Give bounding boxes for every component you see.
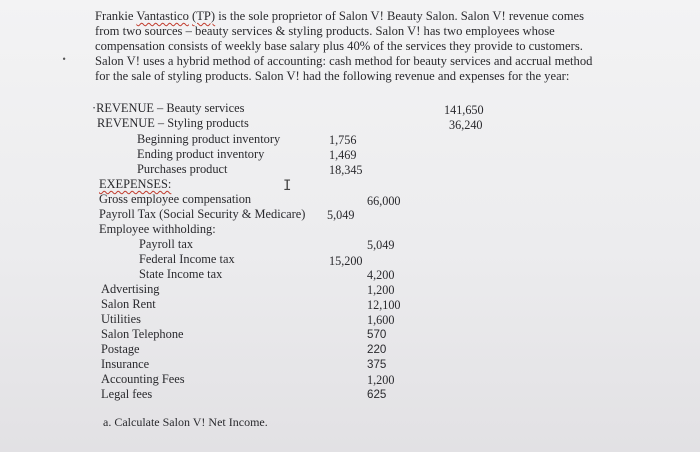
pen-mark-icon: •	[59, 53, 68, 66]
withholding-federal-value: 15,200	[329, 254, 363, 268]
legal-fees-value: 625	[367, 388, 387, 401]
withholding-state-label: State Income tax	[139, 267, 223, 281]
beginning-inventory-value: 1,756	[329, 133, 357, 147]
payroll-tax-value: 5,049	[327, 208, 355, 222]
accounting-fees-label: Accounting Fees	[101, 372, 185, 386]
salon-rent-label: Salon Rent	[101, 297, 156, 311]
telephone-value: 570	[367, 328, 387, 341]
withholding-payroll-label: Payroll tax	[139, 237, 194, 251]
advertising-label: Advertising	[101, 282, 160, 296]
text-cursor-icon: I	[283, 178, 292, 194]
payroll-tax-label: Payroll Tax (Social Security & Medicare)	[99, 207, 306, 221]
proprietor-name: Vantastico	[136, 9, 189, 23]
gross-compensation-value: 66,000	[367, 194, 401, 208]
expenses-heading: EXEPENSES:	[99, 177, 172, 191]
insurance-label: Insurance	[101, 357, 150, 371]
intro-line-3: compensation consists of weekly base salary plus 40% of the services they provide to customers.	[95, 39, 583, 53]
telephone-label: Salon Telephone	[101, 327, 184, 341]
purchases-value: 18,345	[329, 163, 363, 177]
utilities-value: 1,600	[367, 313, 395, 327]
intro-line-4: Salon V! uses a hybrid method of accounting: cash method for beauty services and accrual method	[95, 54, 593, 68]
intro-line-5: for the sale of styling products. Salon V! had the following revenue and expenses for the year:	[95, 69, 570, 83]
utilities-label: Utilities	[101, 312, 141, 326]
withholding-federal-label: Federal Income tax	[139, 252, 235, 266]
revenue-styling-value: 36,240	[449, 118, 483, 132]
legal-fees-label: Legal fees	[101, 387, 153, 401]
question-a: a. Calculate Salon V! Net Income.	[103, 415, 268, 429]
salon-rent-value: 12,100	[367, 298, 401, 312]
revenue-beauty-value: 141,650	[444, 103, 484, 117]
ending-inventory-value: 1,469	[329, 148, 357, 162]
tp-abbrev: (TP)	[192, 9, 216, 23]
insurance-value: 375	[367, 358, 387, 371]
intro-line-1: Frankie Vantastico (TP) is the sole proprietor of Salon V! Beauty Salon. Salon V! revenue comes	[95, 9, 585, 23]
withholding-payroll-value: 5,049	[367, 238, 395, 252]
purchases-label: Purchases product	[137, 162, 228, 176]
revenue-beauty-label: ·REVENUE – Beauty services	[92, 101, 245, 115]
advertising-value: 1,200	[367, 283, 395, 297]
gross-compensation-label: Gross employee compensation	[99, 192, 252, 206]
withholding-state-value: 4,200	[367, 268, 395, 282]
postage-label: Postage	[101, 342, 140, 356]
postage-value: 220	[367, 343, 387, 356]
revenue-styling-label: REVENUE – Styling products	[97, 116, 249, 130]
employee-withholding-label: Employee withholding:	[99, 222, 216, 236]
problem-statement	[95, 9, 615, 84]
intro-line-2: from two sources – beauty services & styling products. Salon V! has two employees whose	[95, 24, 555, 38]
accounting-fees-value: 1,200	[367, 373, 395, 387]
beginning-inventory-label: Beginning product inventory	[137, 132, 281, 146]
ending-inventory-label: Ending product inventory	[137, 147, 265, 161]
